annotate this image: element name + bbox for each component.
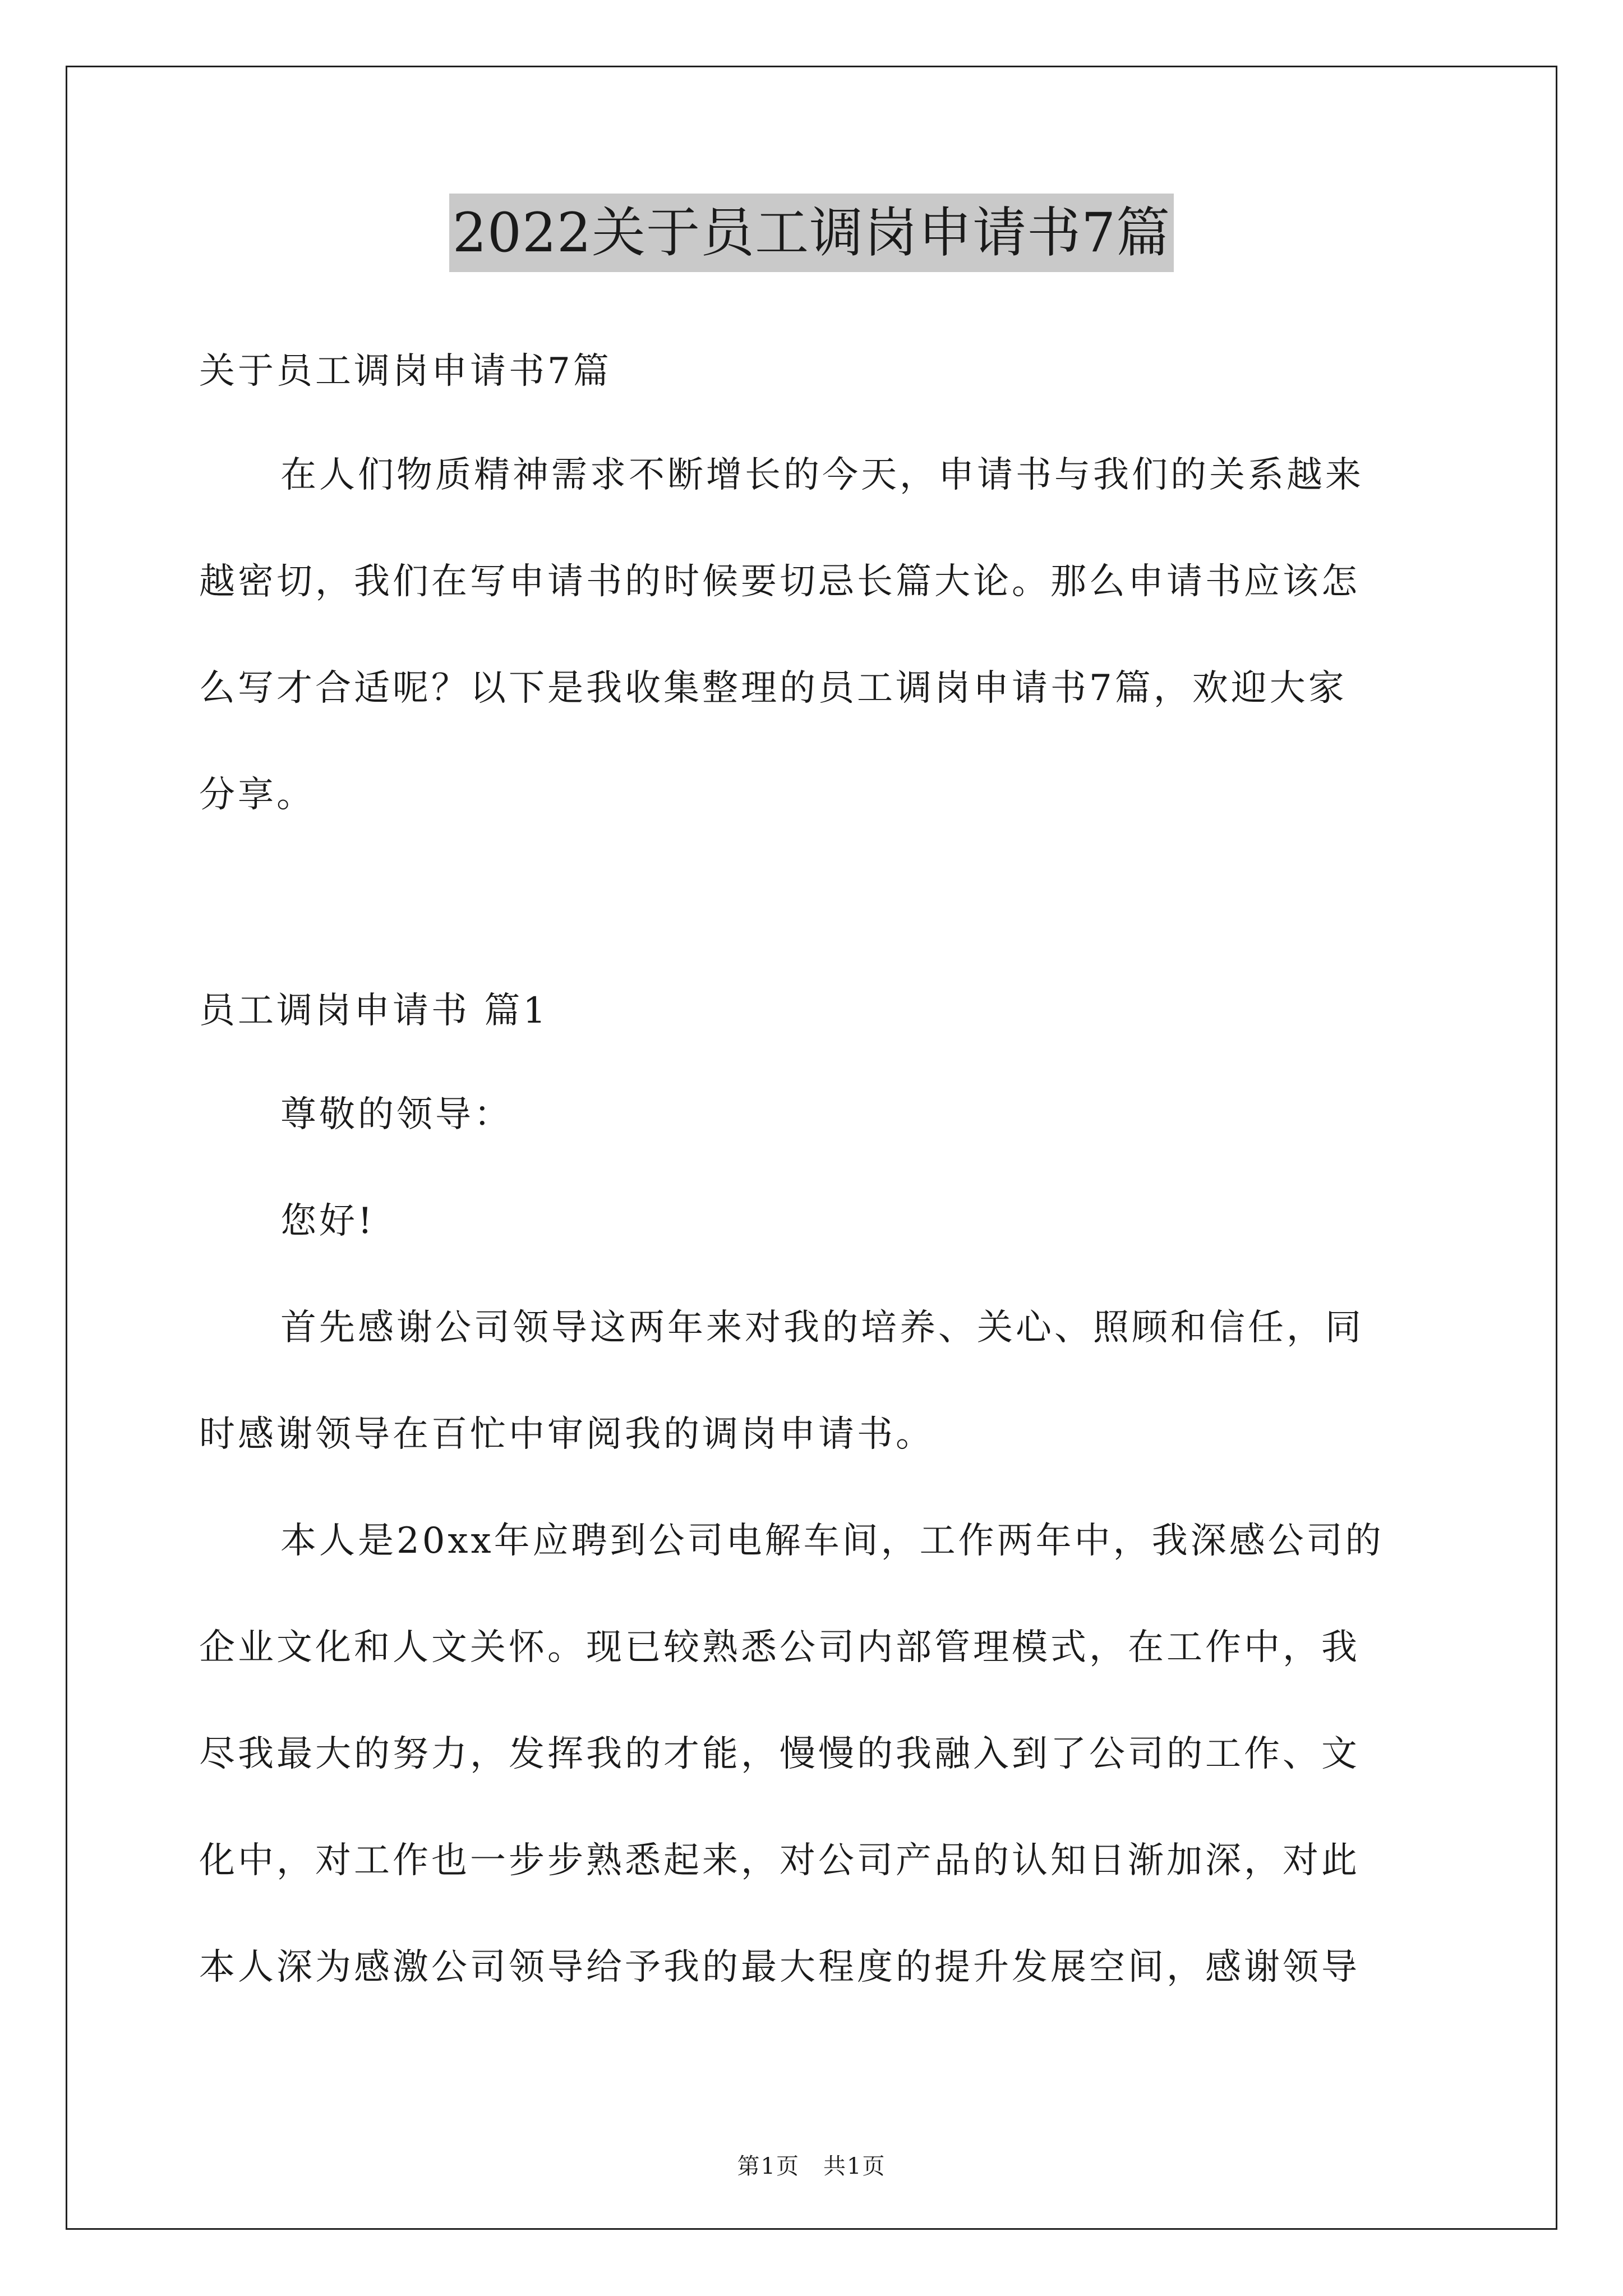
title-container [0, 194, 1623, 272]
paragraph-line: 时感谢领导在百忙中审阅我的调岗申请书。 [199, 1414, 934, 1455]
greeting: 您好! [280, 1200, 375, 1242]
salutation: 尊敬的领导： [280, 1094, 513, 1135]
paragraph-line: 企业文化和人文关怀。现已较熟悉公司内部管理模式，在工作中，我 [199, 1627, 1360, 1668]
paragraph-line: 尽我最大的努力，发挥我的才能，慢慢的我融入到了公司的工作、文 [199, 1733, 1360, 1775]
intro-line: 在人们物质精神需求不断增长的今天，申请书与我们的关系越来 [280, 454, 1364, 496]
intro-line: 分享。 [199, 774, 315, 816]
intro-line: 么写才合适呢？以下是我收集整理的员工调岗申请书7篇，欢迎大家 [199, 668, 1347, 709]
document-title: 2022关于员工调岗申请书7篇 [449, 194, 1174, 272]
paragraph-line: 化中，对工作也一步步熟悉起来，对公司产品的认知日渐加深，对此 [199, 1840, 1360, 1881]
subtitle: 关于员工调岗申请书7篇 [199, 351, 612, 392]
page-footer: 第1页 共1页 [737, 2154, 886, 2179]
paragraph-line: 首先感谢公司领导这两年来对我的培养、关心、照顾和信任，同 [280, 1307, 1364, 1349]
intro-line: 越密切，我们在写申请书的时候要切忌长篇大论。那么申请书应该怎 [199, 561, 1360, 602]
paragraph-line: 本人是20xx年应聘到公司电解车间，工作两年中，我深感公司的 [280, 1520, 1384, 1562]
paragraph-line: 本人深为感激公司领导给予我的最大程度的提升发展空间，感谢领导 [199, 1947, 1360, 1988]
section-heading: 员工调岗申请书 篇1 [199, 990, 549, 1032]
